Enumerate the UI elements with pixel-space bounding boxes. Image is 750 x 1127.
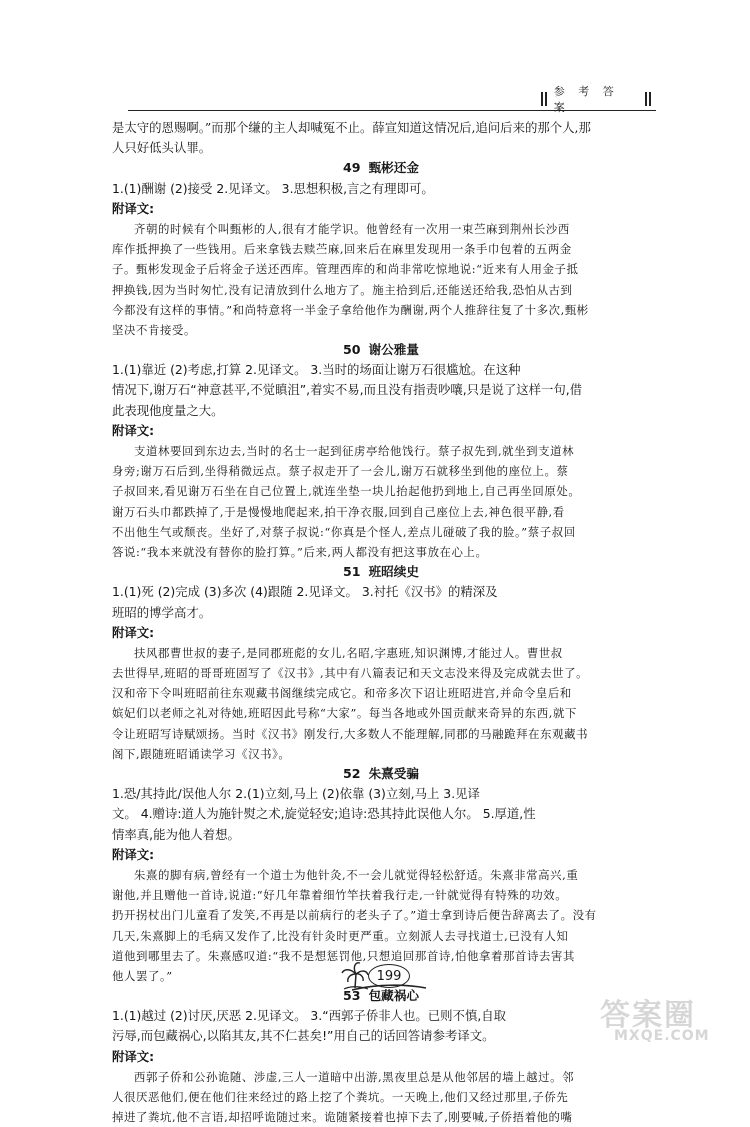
watermark-bottom: MXQE.COM bbox=[614, 1028, 710, 1044]
translation-line: 扶风郡曹世叔的妻子,是同郡班彪的女儿,名昭,字惠班,知识渊博,才能过人。曹世叔 bbox=[134, 645, 563, 660]
section-title bbox=[112, 158, 650, 178]
answer-line: 情况下,谢万石“神意甚平,不觉瞋沮”,着实不易,而且没有指责吵嚷,只是说了这样一句,借 bbox=[112, 382, 583, 398]
section-heading: 朱熹受骗 bbox=[368, 766, 419, 781]
answer-line: 1.恐/其持此/误他人尔 2.(1)立刻,马上 (2)依靠 (3)立刻,马上 3.见译 bbox=[112, 786, 480, 802]
answer-line: 1.(1)死 (2)完成 (3)多次 (4)跟随 2.见译文。 3.衬托《汉书》的精深及 bbox=[112, 584, 498, 600]
translation-line: 坚决不肯接受。 bbox=[112, 322, 196, 337]
translation-line: 掉进了粪坑,他不言语,却招呼诡随过来。诡随紧接着也掉下去了,刚要喊,子侨捂着他的嘴 bbox=[112, 1110, 573, 1125]
answer-line: 班昭的博学高才。 bbox=[112, 604, 212, 620]
section-number: 49 bbox=[343, 160, 361, 176]
translation-line: 子叔回来,看见谢万石坐在自己位置上,就连坐垫一块儿抬起他扔到地上,自己再坐回原处。 bbox=[112, 484, 581, 499]
answer-line: 污辱,而包藏祸心,以陷其友,其不仁甚矣!”用自己的话回答请参考译文。 bbox=[112, 1028, 495, 1044]
watermark-top: 答案圈 bbox=[600, 998, 696, 1033]
page-footer bbox=[338, 958, 428, 992]
translation-line: 几天,朱熹脚上的毛病又发作了,比没有针灸时更严重。立刻派人去寻找道士,已没有人知 bbox=[112, 928, 569, 943]
footer-swoosh bbox=[350, 982, 428, 992]
translation-line: 扔开拐杖出门儿童看了发笑,不再是以前病行的老头子了。”道士拿到诗后便告辞离去了。没有 bbox=[112, 908, 597, 923]
header-badge-text: 参 考 答 案 bbox=[553, 84, 619, 114]
section-title bbox=[112, 340, 650, 360]
answer-line: 文。 4.赠诗:道人为施针熨之术,旋觉轻安;追诗:恐其持此误他人尔。 5.厚道,性 bbox=[112, 806, 536, 822]
intro-line: 是太守的恩赐啊。”而那个缣的主人却喊冤不止。薛宣知道这情况后,追问后来的那个人,那 bbox=[112, 120, 591, 135]
section-heading: 甄彬还金 bbox=[368, 160, 419, 176]
section-number: 53 bbox=[343, 988, 361, 1004]
answer-line: 1.(1)酬谢 (2)接受 2.见译文。 3.思想积极,言之有理即可。 bbox=[112, 180, 434, 196]
translation-line: 谢万石头巾都跌掉了,于是慢慢地爬起来,拍干净衣服,回到自己座位上去,神色很平静,看 bbox=[112, 504, 565, 519]
translation-line: 库作抵押换了一些钱用。后来拿钱去赎苎麻,回来后在麻里发现用一条手巾包着的五两金 bbox=[112, 242, 572, 257]
header-rule bbox=[128, 110, 656, 111]
section-number: 52 bbox=[343, 766, 361, 781]
translation-line: 嫔妃们以老师之礼对待她,班昭因此号称“大家”。每当各地或外国贡献来奇异的东西,就下 bbox=[112, 706, 577, 721]
translation-line: 不出他生气或颓丧。坐好了,对蔡子叔说:“你真是个怪人,差点儿碰破了我的脸。”蔡子叔回 bbox=[112, 524, 576, 539]
page-number: 199 bbox=[368, 964, 410, 988]
watermark bbox=[596, 990, 746, 1046]
translation-line: 谢他,并且赠他一首诗,说道:“好几年靠着细竹竿扶着我行走,一针就觉得有特殊的功效。 bbox=[112, 888, 568, 903]
section-title bbox=[112, 562, 650, 582]
translation-line: 令让班昭写诗赋颂扬。当时《汉书》刚发行,大多数人不能理解,同郡的马融跪拜在东观藏书 bbox=[112, 726, 589, 741]
translation-line: 西郭子侨和公孙诡随、涉虚,三人一道暗中出游,黑夜里总是从他邻居的墙上越过。邻 bbox=[134, 1069, 575, 1084]
translation-line: 支道林要回到东边去,当时的名士一起到征虏亭给他饯行。蔡子叔先到,就坐到支道林 bbox=[134, 444, 575, 458]
translation-line: 押换钱,因为当时匆忙,没有记清放到什么地方了。施主拾到后,还能送还给我,恐怕从古到 bbox=[112, 282, 573, 297]
translation-line: 今都没有这样的事情。”和尚特意将一半金子拿给他作为酬谢,两个人推辞往复了十多次,甄彬 bbox=[112, 302, 589, 317]
translation-line: 汉和帝下令叫班昭前往东观藏书阁继续完成它。和帝多次下诏让班昭进宫,并命令皇后和 bbox=[112, 686, 572, 701]
translation-line: 人很厌恶他们,便在他们往来经过的路上挖了个粪坑。一天晚上,他们又经过那里,子侨先 bbox=[112, 1090, 569, 1104]
translation-line: 朱熹的脚有病,曾经有一个道士为他针灸,不一会儿就觉得轻松舒适。朱熹非常高兴,重 bbox=[134, 867, 579, 882]
section-number: 51 bbox=[343, 564, 361, 580]
translation-line: 去世得早,班昭的哥哥班固写了《汉书》,其中有八篇表记和天文志没来得及完成就去世了。 bbox=[112, 666, 589, 681]
translation-line: 他人罢了。” bbox=[112, 968, 173, 983]
section-heading: 谢公雅量 bbox=[368, 342, 419, 358]
translation-line: 齐朝的时候有个叫甄彬的人,很有才能学识。他曾经有一次用一束苎麻到荆州长沙西 bbox=[134, 221, 570, 236]
answer-line: 1.(1)越过 (2)讨厌,厌恶 2.见译文。 3.“西郭子侨非人也。已则不慎,自取 bbox=[112, 1008, 507, 1024]
section-number: 50 bbox=[343, 342, 361, 358]
translation-line: 阁下,跟随班昭诵读学习《汉书》。 bbox=[112, 746, 291, 761]
translation-line: 身旁;谢万石后到,坐得稍微远点。蔡子叔走开了一会儿,谢万石就移坐到他的座位上。蔡 bbox=[112, 464, 569, 479]
translation-line: 答说:“我本来就没有替你的脸打算。”后来,两人都没有把这事放在心上。 bbox=[112, 544, 488, 559]
answer-line: 情率真,能为他人着想。 bbox=[112, 826, 240, 842]
translation-line: 子。甄彬发现金子后将金子送还西库。管理西库的和尚非常吃惊地说:“近来有人用金子抵 bbox=[112, 262, 579, 277]
answer-line: 此表现他度量之大。 bbox=[112, 402, 224, 418]
intro-line: 人只好低头认罪。 bbox=[112, 140, 212, 156]
header-badge bbox=[540, 84, 652, 114]
translation-label: 附译文: bbox=[112, 624, 155, 640]
answer-line: 1.(1)靠近 (2)考虑,打算 2.见译文。 3.当时的场面让谢万石很尴尬。在这种 bbox=[112, 362, 521, 378]
section-heading: 包藏祸心 bbox=[368, 988, 419, 1004]
translation-label: 附译文: bbox=[112, 1048, 155, 1064]
translation-label: 附译文: bbox=[112, 422, 155, 438]
translation-line: 道他到哪里去了。朱熹感叹道:“我不是想惩罚他,只想追回那首诗,怕他拿着那首诗去害其 bbox=[112, 948, 575, 963]
translation-label: 附译文: bbox=[112, 200, 155, 216]
translation-label: 附译文: bbox=[112, 846, 155, 862]
section-heading: 班昭续史 bbox=[368, 564, 419, 580]
section-title bbox=[112, 764, 650, 784]
